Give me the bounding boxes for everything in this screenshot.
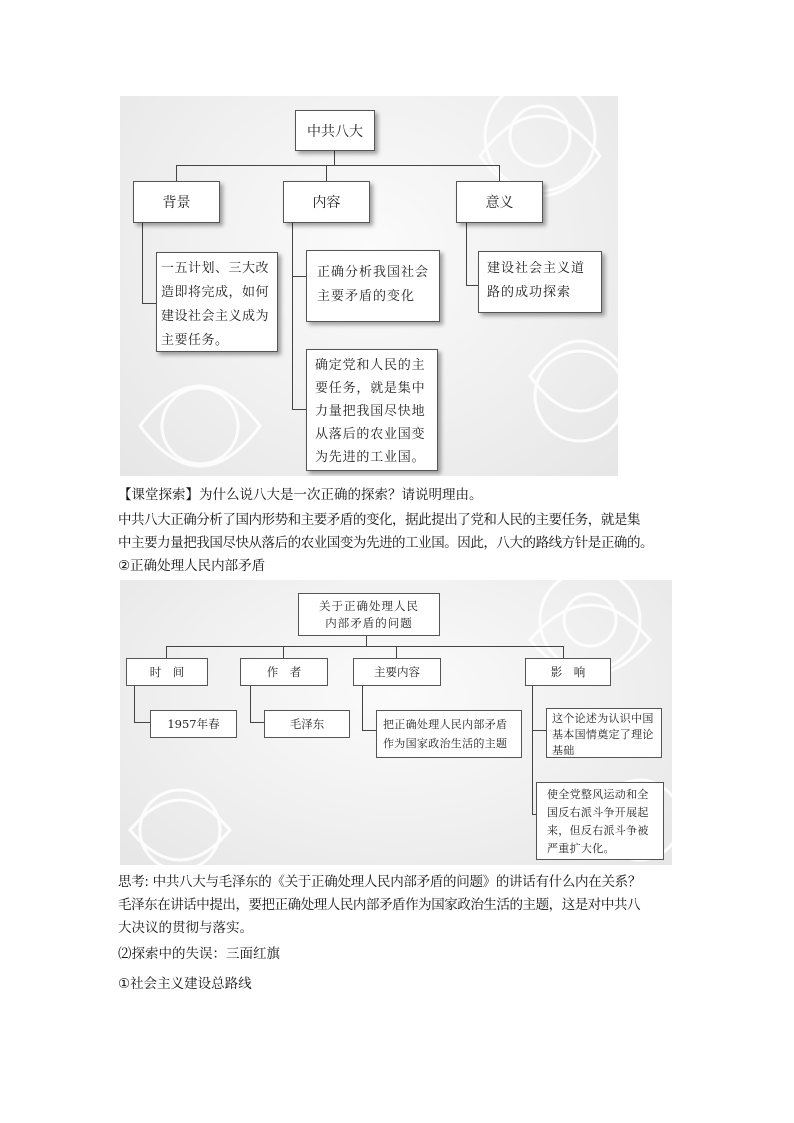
impact-detail-2: 使全党整风运动和全国反右派斗争开展起来，但反右派斗争被严重扩大化。 (536, 782, 664, 860)
content-detail-2: 确定党和人民的主要任务，就是集中力量把我国尽快地从落后的农业国变为先进的工业国。 (306, 349, 438, 471)
exploration-answer-line2: 中主要力量把我国尽快从落后的农业国变为先进的工业国。因此，八大的路线方针是正确的。 (118, 535, 654, 551)
time-detail: 1957年春 (150, 710, 237, 738)
significance-detail: 建设社会主义道路的成功探索 (478, 251, 602, 313)
mistakes-heading: ⑵探索中的失误：三面红旗 (118, 946, 280, 962)
diagram-internal-contradictions (120, 580, 672, 865)
branch-author: 作 者 (240, 658, 328, 686)
exploration-answer-line1: 中共八大正确分析了国内形势和主要矛盾的变化，据此提出了党和人民的主要任务，就是集 (118, 512, 640, 528)
branch-background: 背景 (133, 181, 220, 223)
content-detail-1: 正确分析我国社会主要矛盾的变化 (306, 250, 440, 322)
subheading-internal-contradictions: ②正确处理人民内部矛盾 (118, 558, 266, 574)
root-node: 关于正确处理人民内部矛盾的问题 (298, 593, 440, 636)
branch-main-content: 主要内容 (353, 658, 441, 686)
thinking-answer-line1: 毛泽东在讲话中提出，要把正确处理人民内部矛盾作为国家政治生活的主题，这是对中共八 (118, 897, 640, 913)
branch-content: 内容 (283, 181, 370, 223)
thinking-question: 思考: 中共八大与毛泽东的《关于正确处理人民内部矛盾的问题》的讲话有什么内在关系？ (118, 874, 642, 890)
author-detail: 毛泽东 (264, 710, 350, 738)
branch-time: 时 间 (126, 658, 208, 686)
background-detail: 一五计划、三大改造即将完成，如何建设社会主义成为主要任务。 (156, 252, 278, 352)
content-detail: 把正确处理人民内部矛盾作为国家政治生活的主题 (376, 710, 522, 758)
mistakes-item-1: ①社会主义建设总路线 (118, 976, 252, 992)
branch-significance: 意义 (456, 181, 543, 223)
impact-detail-1: 这个论述为认识中国基本国情奠定了理论基础 (546, 708, 662, 758)
branch-impact: 影 响 (525, 658, 611, 686)
thinking-answer-line2: 大决议的贯彻与落实。 (118, 920, 253, 936)
root-node: 中共八大 (295, 110, 375, 151)
exploration-question: 【课堂探索】为什么说八大是一次正确的探索？请说明理由。 (118, 487, 483, 503)
diagram-ccp-8th-congress (120, 96, 618, 476)
